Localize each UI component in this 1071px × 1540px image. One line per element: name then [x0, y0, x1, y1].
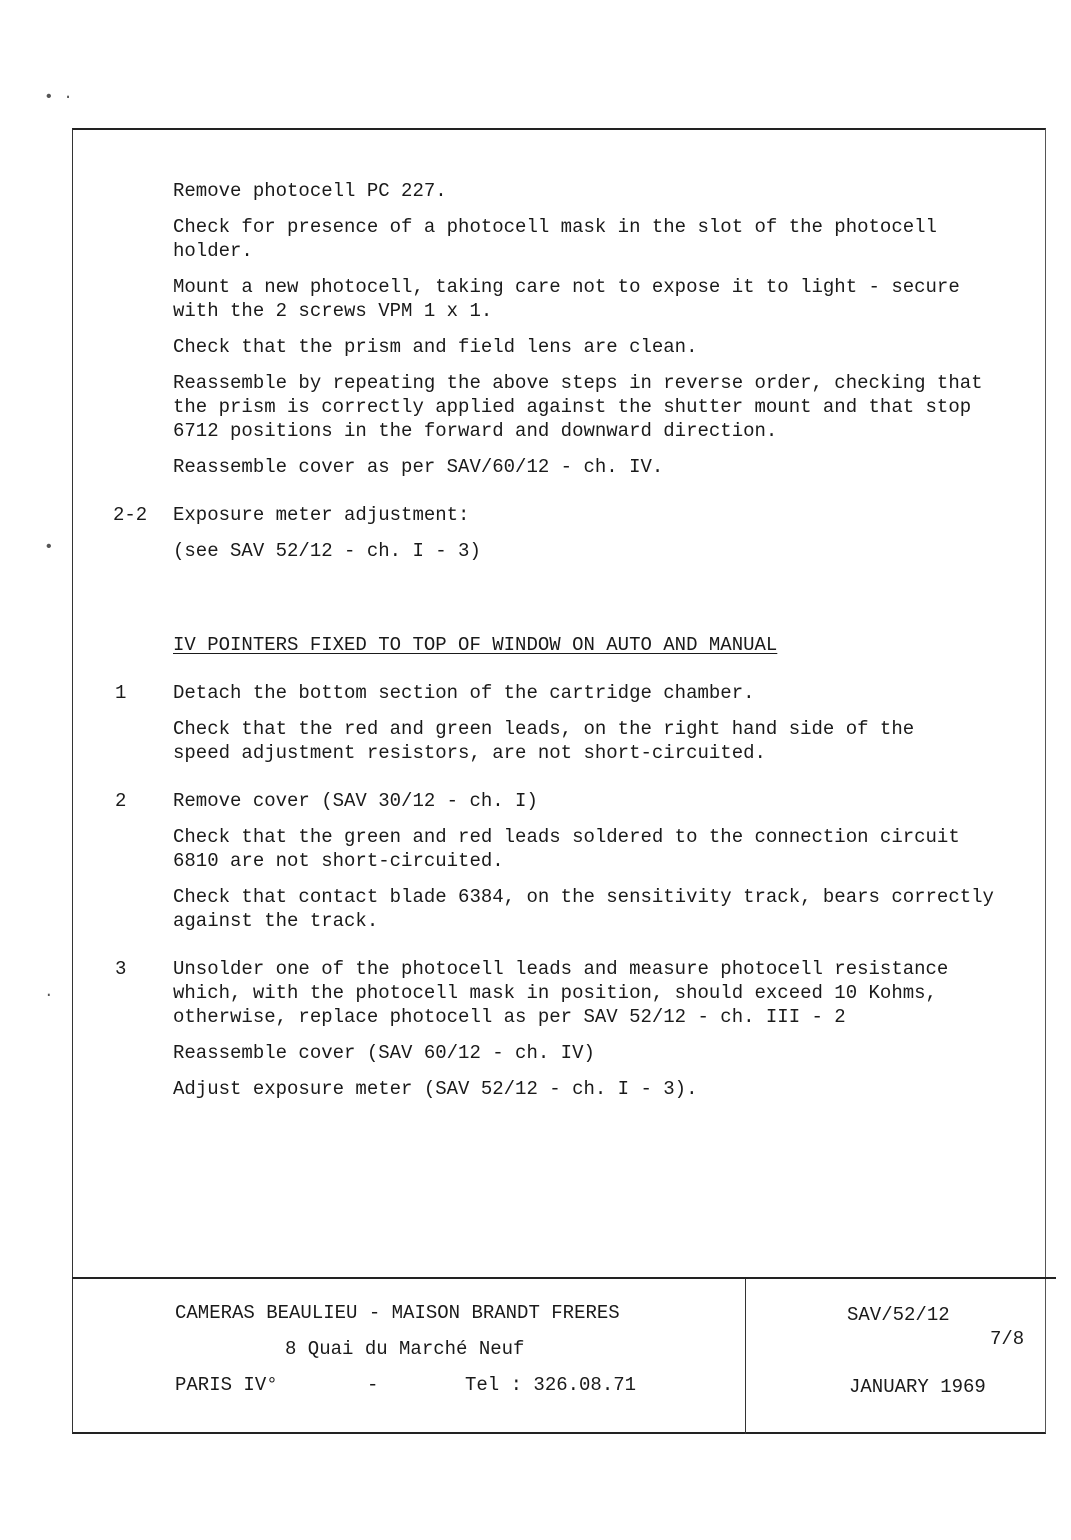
footer-document-reference: SAV/52/12	[847, 1304, 950, 1326]
footer-address: 8 Quai du Marché Neuf	[285, 1338, 525, 1360]
paragraph-reassemble: Reassemble by repeating the above steps in reverse order, checking that the prism is correctly applied against the shutter mount and that stop 6712 positions in the forward and downward direction.	[173, 372, 983, 442]
item-number-2: 2	[115, 790, 127, 812]
punch-hole-mark-top: • ·	[44, 88, 73, 106]
item-3-unsolder: Unsolder one of the photocell leads and measure photocell resistance which, with the photocell mask in position, should exceed 10 Kohms, otherwise, replace photocell as per SAV 52/12 - ch. III - 2	[173, 958, 949, 1028]
footer-dash: -	[367, 1374, 379, 1396]
item-1-detach: Detach the bottom section of the cartridge chamber.	[173, 682, 755, 704]
item-3-adjust-meter: Adjust exposure meter (SAV 52/12 - ch. I - 3).	[173, 1078, 698, 1100]
section-number-2-2: 2-2	[113, 504, 148, 526]
item-2-remove-cover: Remove cover (SAV 30/12 - ch. I)	[173, 790, 538, 812]
item-number-3: 3	[115, 958, 127, 980]
section-heading-iv: IV POINTERS FIXED TO TOP OF WINDOW ON AUTO AND MANUAL	[173, 634, 778, 656]
item-number-1: 1	[115, 682, 127, 704]
punch-hole-mark-lower: ·	[44, 986, 54, 1004]
item-1-check-leads: Check that the red and green leads, on the right hand side of the speed adjustment resistors, are not short-circuited.	[173, 718, 915, 764]
section-title-exposure-adjustment: Exposure meter adjustment:	[173, 504, 470, 526]
section-reference: (see SAV 52/12 - ch. I - 3)	[173, 540, 481, 562]
page-frame	[72, 128, 1046, 1434]
footer-date: JANUARY 1969	[849, 1376, 986, 1398]
footer-divider	[745, 1279, 746, 1434]
footer-company: CAMERAS BEAULIEU - MAISON BRANDT FRERES	[175, 1302, 620, 1324]
paragraph-mount-photocell: Mount a new photocell, taking care not to expose it to light - secure with the 2 screws VPM 1 x 1.	[173, 276, 960, 322]
paragraph-check-prism: Check that the prism and field lens are clean.	[173, 336, 698, 358]
item-3-reassemble-cover: Reassemble cover (SAV 60/12 - ch. IV)	[173, 1042, 595, 1064]
item-2-check-soldered-leads: Check that the green and red leads soldered to the connection circuit 6810 are not short-circuited.	[173, 826, 960, 872]
footer-page-number: 7/8	[990, 1328, 1025, 1350]
paragraph-remove-photocell: Remove photocell PC 227.	[173, 180, 447, 202]
paragraph-reassemble-cover: Reassemble cover as per SAV/60/12 - ch. IV.	[173, 456, 664, 478]
item-2-check-contact-blade: Check that contact blade 6384, on the sensitivity track, bears correctly against the track.	[173, 886, 994, 932]
footer-telephone: Tel : 326.08.71	[465, 1374, 637, 1396]
footer-city: PARIS IV°	[175, 1374, 278, 1396]
paragraph-check-mask: Check for presence of a photocell mask in the slot of the photocell holder.	[173, 216, 937, 262]
punch-hole-mark-middle: •	[44, 538, 54, 556]
